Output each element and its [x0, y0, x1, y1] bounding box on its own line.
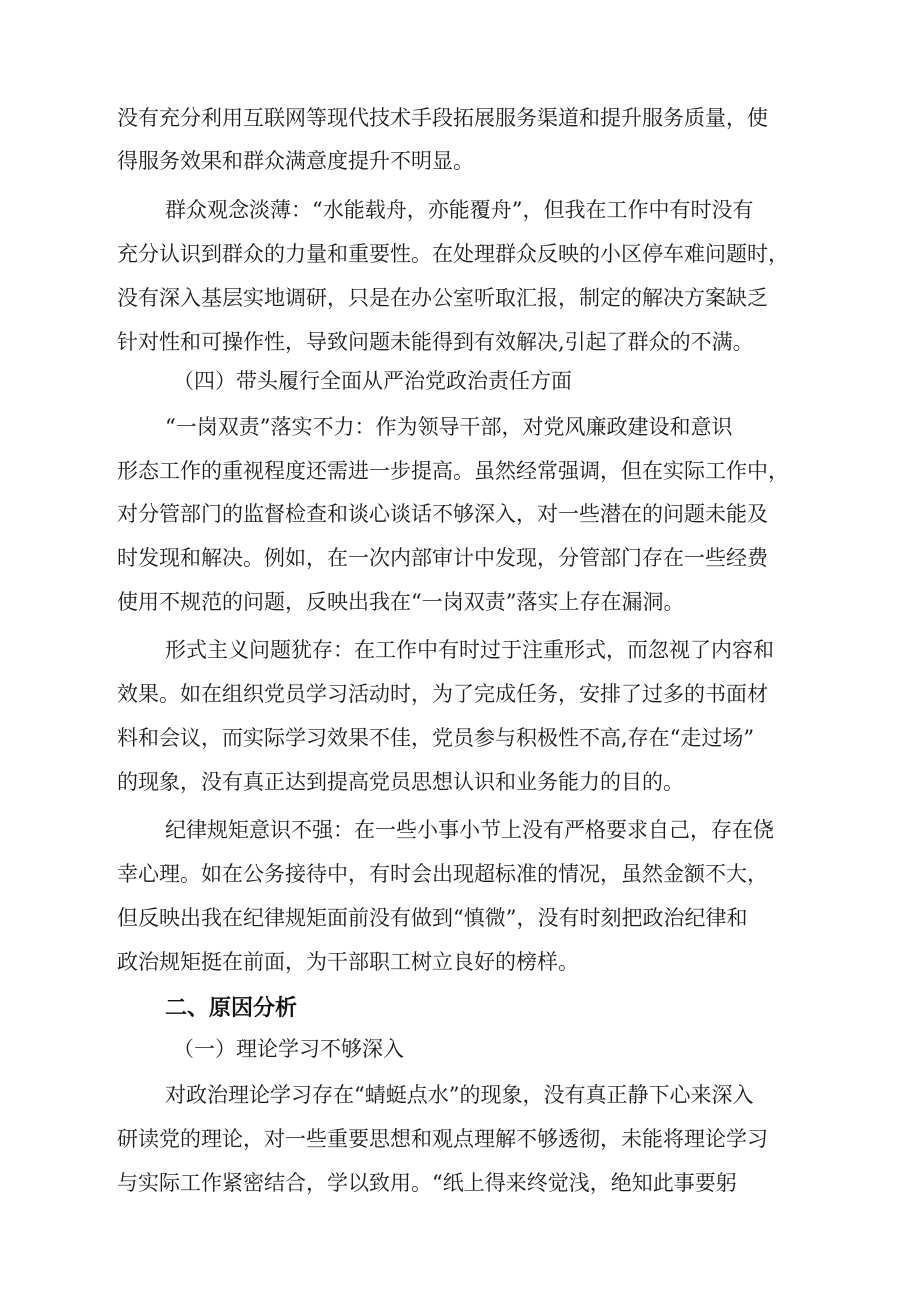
paragraph-text-line: 群众观念淡薄：“水能载舟，亦能覆舟”，但我在工作中有时没有: [165, 198, 754, 222]
paragraph-text-line: “一岗双责”落实不力：作为领导干部，对党风廉政建设和意识: [165, 415, 733, 439]
body-text-line: 时发现和解决。例如，在一次内部审计中发现，分管部门存在一些经费: [117, 546, 768, 570]
paragraph-text-line: 对政治理论学习存在“蜻蜓点水”的现象，没有真正静下心来深入: [165, 1083, 754, 1107]
body-text-line: 没有充分利用互联网等现代技术手段拓展服务渠道和提升服务质量，使: [117, 106, 768, 130]
body-text-line: 对分管部门的监督检查和谈心谈话不够深入，对一些潜在的问题未能及: [117, 502, 768, 526]
body-text-line: 的现象，没有真正达到提高党员思想认识和业务能力的目的。: [117, 770, 684, 794]
body-text-line: 使用不规范的问题，反映出我在“一岗双责”落实上存在漏洞。: [117, 590, 685, 614]
body-text-line: 料和会议，而实际学习效果不佳，党员参与积极性不高,存在“走过场”: [117, 726, 755, 750]
section-heading: 二、原因分析: [165, 996, 298, 1021]
body-text-line: 没有深入基层实地调研，只是在办公室听取汇报，制定的解决方案缺乏: [117, 286, 768, 310]
body-text-line: 幸心理。如在公务接待中，有时会出现超标准的情况，虽然金额不大，: [117, 862, 768, 886]
body-text-line: 得服务效果和群众满意度提升不明显。: [117, 149, 474, 173]
body-text-line: 研读党的理论，对一些重要思想和观点理解不够透彻，未能将理论学习: [117, 1127, 768, 1151]
body-text-line: 充分认识到群众的力量和重要性。在处理群众反映的小区停车难问题时，: [117, 242, 789, 266]
subsection-heading: （一）理论学习不够深入: [173, 1037, 404, 1061]
subsection-heading: （四）带头履行全面从严治党政治责任方面: [173, 369, 572, 393]
body-text-line: 效果。如在组织党员学习活动时，为了完成任务，安排了过多的书面材: [117, 682, 768, 706]
body-text-line: 但反映出我在纪律规矩面前没有做到“慎微”，没有时刻把政治纪律和: [117, 906, 748, 930]
body-text-line: 政治规矩挺在前面，为干部职工树立良好的榜样。: [117, 950, 579, 974]
body-text-line: 形态工作的重视程度还需进一步提高。虽然经常强调，但在实际工作中，: [117, 459, 789, 483]
body-text-line: 针对性和可操作性，导致问题未能得到有效解决,引起了群众的不满。: [117, 330, 754, 354]
body-text-line: 与实际工作紧密结合，学以致用。“纸上得来终觉浅，绝知此事要躬: [117, 1171, 737, 1195]
paragraph-text-line: 形式主义问题犹存：在工作中有时过于注重形式，而忽视了内容和: [165, 638, 774, 662]
paragraph-text-line: 纪律规矩意识不强：在一些小事小节上没有严格要求自己，存在侥: [165, 818, 774, 842]
